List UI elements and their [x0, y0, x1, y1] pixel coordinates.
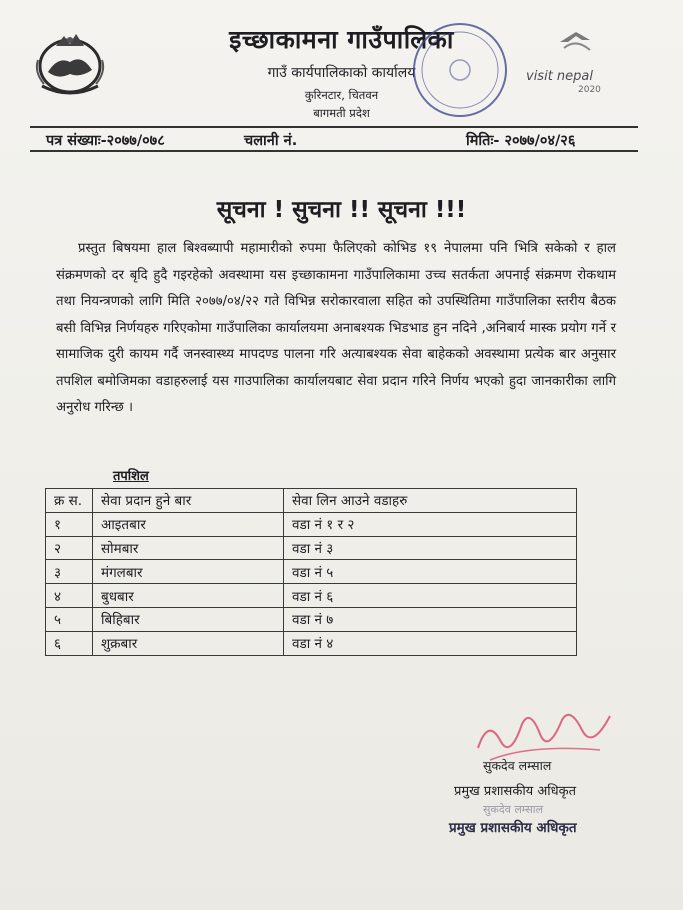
ward-cell: वडा नं ४: [284, 631, 577, 655]
table-row: [46, 512, 577, 536]
column-header-service-day: सेवा प्रदान हुने बार: [93, 489, 284, 513]
svg-text:visit nepal: visit nepal: [526, 69, 593, 84]
visit-nepal-logo-icon: [520, 28, 630, 100]
svg-text:2020: 2020: [578, 85, 601, 95]
day-cell: बुधबार: [93, 584, 284, 608]
day-cell: मंगलबार: [93, 560, 284, 584]
ward-cell: वडा नं ३: [284, 536, 577, 560]
day-cell: आइतबार: [93, 512, 284, 536]
name-stamp: सुकदेव लम्साल: [483, 803, 544, 816]
column-header-serial: क्र स.: [46, 489, 93, 513]
table-row: [46, 631, 577, 655]
table-row: [46, 536, 577, 560]
header-rule-bottom: [30, 150, 638, 152]
serial-cell: १: [46, 512, 93, 536]
office-stamp-icon: [400, 14, 518, 124]
serial-cell: ५: [46, 607, 93, 631]
office-subtitle: गाउँ कार्यपालिकाको कार्यालय: [267, 65, 416, 81]
dispatch-number: चलानी नं.: [244, 133, 298, 149]
table-header-row: [46, 489, 577, 513]
table-row: [46, 560, 577, 584]
signatory-name: सुकदेव लम्साल: [483, 758, 552, 773]
day-cell: शुक्रबार: [93, 631, 284, 655]
office-name: इच्छाकामना गाउँपालिका: [229, 25, 454, 54]
ward-service-schedule-table: [45, 488, 577, 656]
notice-title: सूचना ! सुचना !! सूचना !!!: [216, 197, 467, 223]
ward-cell: वडा नं ७: [284, 607, 577, 631]
serial-cell: ३: [46, 560, 93, 584]
ward-cell: वडा नं ६: [284, 584, 577, 608]
table-row: [46, 607, 577, 631]
title-stamp: प्रमुख प्रशासकीय अधिकृत: [449, 820, 577, 836]
column-header-wards: सेवा लिन आउने वडाहरु: [284, 489, 577, 513]
serial-cell: ४: [46, 584, 93, 608]
ward-cell: वडा नं ५: [284, 560, 577, 584]
table-row: [46, 584, 577, 608]
schedule-title: तपशिल: [113, 469, 149, 484]
ward-cell: वडा नं १ र २: [284, 512, 577, 536]
serial-cell: ६: [46, 631, 93, 655]
letter-number: पत्र संख्याः-२०७७/०७८: [46, 133, 165, 149]
serial-cell: २: [46, 536, 93, 560]
day-cell: बिहिबार: [93, 607, 284, 631]
office-address: कुरिनटार, चितवन: [304, 88, 379, 102]
notice-body: प्रस्तुत बिषयमा हाल बिश्वब्यापी महामारीको रुपमा फैलिएको कोभिड १९ नेपालमा पनि भित्रि सकेको र हाल संक्रमणको दर बृदि हुदै गइरहेको अवस्थामा यस इच्छाकामना गाउँपालिकामा उच्च सतर्कता अपनाई संक्रमण रोकथाम तथा नियन्त्रणको लागि मिति २०७७/०४/२२ गते विभिन्न सरोकारवाला सहित को उपस्थितिमा गाउँपालिका स्तरीय बैठक बसी विभिन्न निर्णयहरु गरिएकोमा गाउँपालिका कार्यालयमा अनाबश्यक भिडभाड हुन नदिने ,अनिबार्य मास्क प्रयोग गर्ने र सामाजिक दुरी कायम गर्दै जनस्वास्थ्य मापदण्ड पालना गरि अत्याबश्यक सेवा बाहेकको अवस्थामा प्रत्येक बार अनुसार तपशिल बमोजिमका वडाहरुलाई यस गाउपालिका कार्यालयबाट सेवा प्रदान गरिने निर्णय भएको हुदा जानकारीका लागि अनुरोध गरिन्छ ।: [56, 241, 616, 415]
letter-date: मितिः- २०७७/०४/२६: [466, 133, 576, 149]
day-cell: सोमबार: [93, 536, 284, 560]
header-rule-top: [30, 126, 638, 128]
signatory-title: प्रमुख प्रशासकीय अधिकृत: [454, 784, 577, 799]
office-province: बागमती प्रदेश: [313, 106, 370, 120]
